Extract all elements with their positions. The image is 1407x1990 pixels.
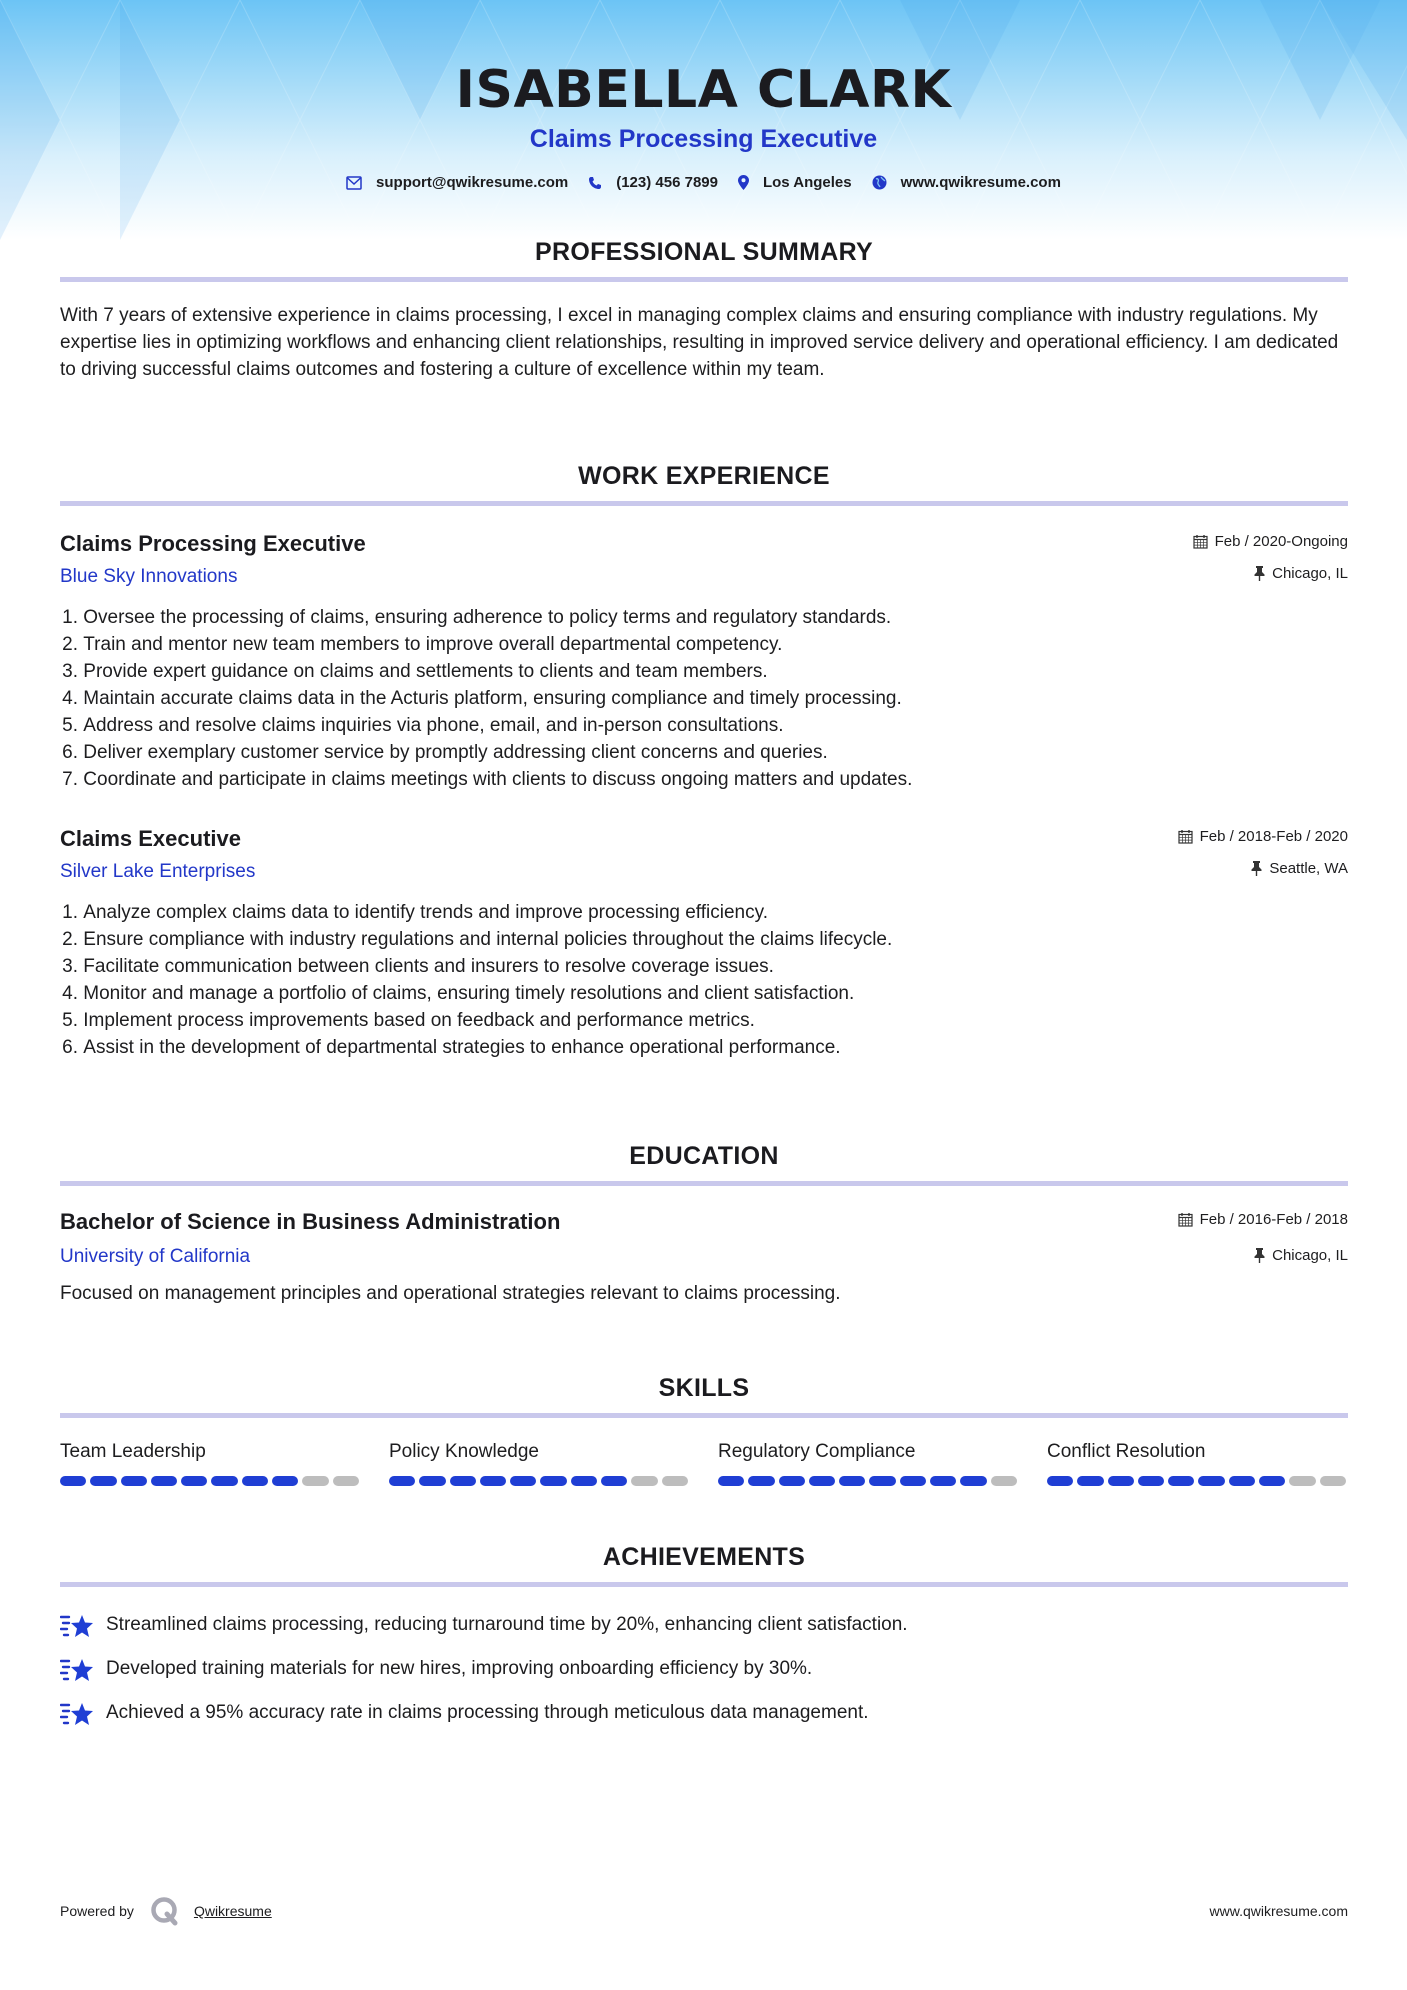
summary-text: With 7 years of extensive experience in claims processing, I excel in managing complex claims and ensuring compliance with industry regulations. My expertise lies in optimizing workflows and enhancing client relationships, resulting in improved service delivery and operational efficiency. I am dedicated to driving successful claims outcomes and fostering a culture of excellence within my team. <box>60 305 1339 380</box>
summary-heading: PROFESSIONAL SUMMARY <box>535 238 873 266</box>
education-meta <box>1178 1208 1348 1266</box>
job-responsibilities <box>60 604 1348 793</box>
job-location-text: Seattle, WA <box>1269 859 1348 877</box>
skill-segment <box>631 1476 657 1486</box>
education-entry <box>60 1208 1348 1307</box>
skill-segment <box>333 1476 359 1486</box>
job-dates-text: Feb / 2020-Ongoing <box>1214 532 1348 550</box>
contact-email[interactable] <box>346 174 568 191</box>
achievements-list <box>60 1603 1348 1735</box>
job-entry <box>60 825 1348 1061</box>
education-section <box>60 1142 1348 1307</box>
skill-segment <box>930 1476 956 1486</box>
phone-text: (123) 456 7899 <box>616 174 718 191</box>
experience-heading: WORK EXPERIENCE <box>578 462 830 490</box>
skill-segment <box>900 1476 926 1486</box>
globe-icon <box>872 175 887 190</box>
achievements-heading: ACHIEVEMENTS <box>602 1543 806 1571</box>
list-item: 5. Address and resolve claims inquiries via phone, email, and in-person consultations. <box>62 715 784 736</box>
achievement-item: Achieved a 95% accuracy rate in claims processing through meticulous data management. <box>60 1691 1348 1735</box>
footer-website[interactable]: www.qwikresume.com <box>1209 1903 1348 1919</box>
education-dates-text: Feb / 2016-Feb / 2018 <box>1199 1210 1348 1228</box>
header-banner <box>0 0 1407 240</box>
achievement-item: Developed training materials for new hires, improving onboarding efficiency by 30%. <box>60 1647 1348 1691</box>
list-item: 3. Facilitate communication between clients and insurers to resolve coverage issues. <box>62 956 774 977</box>
calendar-icon <box>1178 829 1193 844</box>
list-item: 5. Implement process improvements based on feedback and performance metrics. <box>62 1010 755 1031</box>
skill-rating-bar <box>60 1476 359 1486</box>
education-description: Focused on management principles and operational strategies relevant to claims processing. <box>60 1283 841 1304</box>
skill-item <box>718 1440 1017 1486</box>
skill-segment <box>211 1476 237 1486</box>
pushpin-icon <box>1254 566 1265 581</box>
skill-segment <box>272 1476 298 1486</box>
skill-name: Team Leadership <box>60 1441 206 1462</box>
skill-segment <box>601 1476 627 1486</box>
contact-bar <box>0 174 1407 191</box>
list-item: 3. Provide expert guidance on claims and settlements to clients and team members. <box>62 661 768 682</box>
skill-item <box>1047 1440 1346 1486</box>
skill-segment <box>662 1476 688 1486</box>
job-meta <box>1178 825 1348 879</box>
list-item: 6. Assist in the development of departmental strategies to enhance operational performance. <box>62 1037 841 1058</box>
skill-segment <box>839 1476 865 1486</box>
section-divider <box>60 501 1348 506</box>
degree-title: Bachelor of Science in Business Administration <box>60 1209 561 1234</box>
job-entry <box>60 530 1348 793</box>
skills-section <box>60 1374 1348 1486</box>
email-text: support@qwikresume.com <box>376 174 569 191</box>
job-responsibilities <box>60 899 1348 1061</box>
candidate-name: ISABELLA CLARK <box>455 60 952 120</box>
map-pin-icon <box>738 175 749 190</box>
skill-segment <box>419 1476 445 1486</box>
skill-segment <box>1168 1476 1194 1486</box>
skill-segment <box>1108 1476 1134 1486</box>
skill-rating-bar <box>389 1476 688 1486</box>
skill-segment <box>121 1476 147 1486</box>
skill-item <box>389 1440 688 1486</box>
list-item: 2. Train and mentor new team members to improve overall departmental competency. <box>62 634 783 655</box>
skill-segment <box>1229 1476 1255 1486</box>
job-dates <box>1193 530 1348 552</box>
skill-segment <box>718 1476 744 1486</box>
powered-by-label: Powered by <box>60 1903 134 1919</box>
skill-name: Policy Knowledge <box>389 1441 539 1462</box>
skill-segment <box>869 1476 895 1486</box>
skill-segment <box>480 1476 506 1486</box>
skill-segment <box>302 1476 328 1486</box>
skill-segment <box>809 1476 835 1486</box>
education-location <box>1178 1244 1348 1266</box>
skill-segment <box>181 1476 207 1486</box>
job-title: Claims Executive <box>60 826 241 851</box>
job-title: Claims Processing Executive <box>60 531 366 556</box>
skill-segment <box>1320 1476 1346 1486</box>
list-item: 6. Deliver exemplary customer service by promptly addressing client concerns and queries. <box>62 742 828 763</box>
skill-rating-bar <box>718 1476 1017 1486</box>
skill-segment <box>151 1476 177 1486</box>
list-item: 1. Analyze complex claims data to identify trends and improve processing efficiency. <box>62 902 768 923</box>
calendar-icon <box>1193 534 1208 549</box>
list-item: 7. Coordinate and participate in claims meetings with clients to discuss ongoing matters and updates. <box>62 769 913 790</box>
skill-segment <box>242 1476 268 1486</box>
skill-name: Regulatory Compliance <box>718 1441 916 1462</box>
skill-segment <box>510 1476 536 1486</box>
candidate-title: Claims Processing Executive <box>529 125 878 153</box>
skill-segment <box>1259 1476 1285 1486</box>
shooting-star-icon <box>60 1699 94 1727</box>
skill-segment <box>991 1476 1017 1486</box>
section-divider <box>60 1582 1348 1587</box>
skill-segment <box>1198 1476 1224 1486</box>
list-item: 2. Ensure compliance with industry regulations and internal policies throughout the claims lifecycle. <box>62 929 893 950</box>
job-dates-text: Feb / 2018-Feb / 2020 <box>1199 827 1348 845</box>
skills-list <box>60 1440 1348 1486</box>
education-location-text: Chicago, IL <box>1272 1246 1348 1264</box>
skill-segment <box>90 1476 116 1486</box>
shooting-star-icon <box>60 1655 94 1683</box>
education-heading: EDUCATION <box>629 1142 779 1170</box>
pushpin-icon <box>1254 1248 1265 1263</box>
envelope-icon <box>346 176 362 190</box>
qwikresume-link[interactable]: Qwikresume <box>193 1903 272 1919</box>
phone-icon <box>588 176 602 190</box>
achievements-section <box>60 1543 1348 1735</box>
contact-phone[interactable] <box>588 174 718 191</box>
skill-name: Conflict Resolution <box>1047 1441 1206 1462</box>
skill-segment <box>1077 1476 1103 1486</box>
achievement-item: Streamlined claims processing, reducing turnaround time by 20%, enhancing client satisfaction. <box>60 1603 1348 1647</box>
job-company: Blue Sky Innovations <box>60 566 238 587</box>
footer <box>60 1896 1348 1926</box>
skill-segment <box>389 1476 415 1486</box>
summary-section <box>60 238 1348 383</box>
education-dates <box>1178 1208 1348 1230</box>
section-divider <box>60 277 1348 282</box>
skill-segment <box>1289 1476 1315 1486</box>
job-location <box>1193 562 1348 584</box>
shooting-star-icon <box>60 1611 94 1639</box>
skill-segment <box>779 1476 805 1486</box>
list-item: 4. Monitor and manage a portfolio of claims, ensuring timely resolutions and client satisfaction. <box>62 983 855 1004</box>
skill-segment <box>1138 1476 1164 1486</box>
job-location <box>1178 857 1348 879</box>
location-text: Los Angeles <box>762 174 852 191</box>
calendar-icon <box>1178 1212 1193 1227</box>
skill-segment <box>60 1476 86 1486</box>
powered-by <box>60 1896 272 1926</box>
contact-location <box>738 174 852 191</box>
section-divider <box>60 1413 1348 1418</box>
skill-segment <box>1047 1476 1073 1486</box>
skill-rating-bar <box>1047 1476 1346 1486</box>
skill-item <box>60 1440 359 1486</box>
job-meta <box>1193 530 1348 584</box>
skill-segment <box>960 1476 986 1486</box>
job-dates <box>1178 825 1348 847</box>
pushpin-icon <box>1251 861 1262 876</box>
skill-segment <box>450 1476 476 1486</box>
skill-segment <box>571 1476 597 1486</box>
contact-website[interactable] <box>872 174 1061 191</box>
school-name: University of California <box>60 1246 251 1267</box>
job-location-text: Chicago, IL <box>1272 564 1348 582</box>
skill-segment <box>748 1476 774 1486</box>
website-text: www.qwikresume.com <box>900 174 1061 191</box>
qwikresume-logo-icon <box>150 1896 180 1926</box>
experience-section <box>60 462 1348 1061</box>
list-item: 4. Maintain accurate claims data in the Acturis platform, ensuring compliance and timely processing. <box>62 688 902 709</box>
skill-segment <box>540 1476 566 1486</box>
skills-heading: SKILLS <box>658 1374 750 1402</box>
list-item: 1. Oversee the processing of claims, ensuring adherence to policy terms and regulatory standards. <box>62 607 892 628</box>
section-divider <box>60 1181 1348 1186</box>
job-company: Silver Lake Enterprises <box>60 861 256 882</box>
